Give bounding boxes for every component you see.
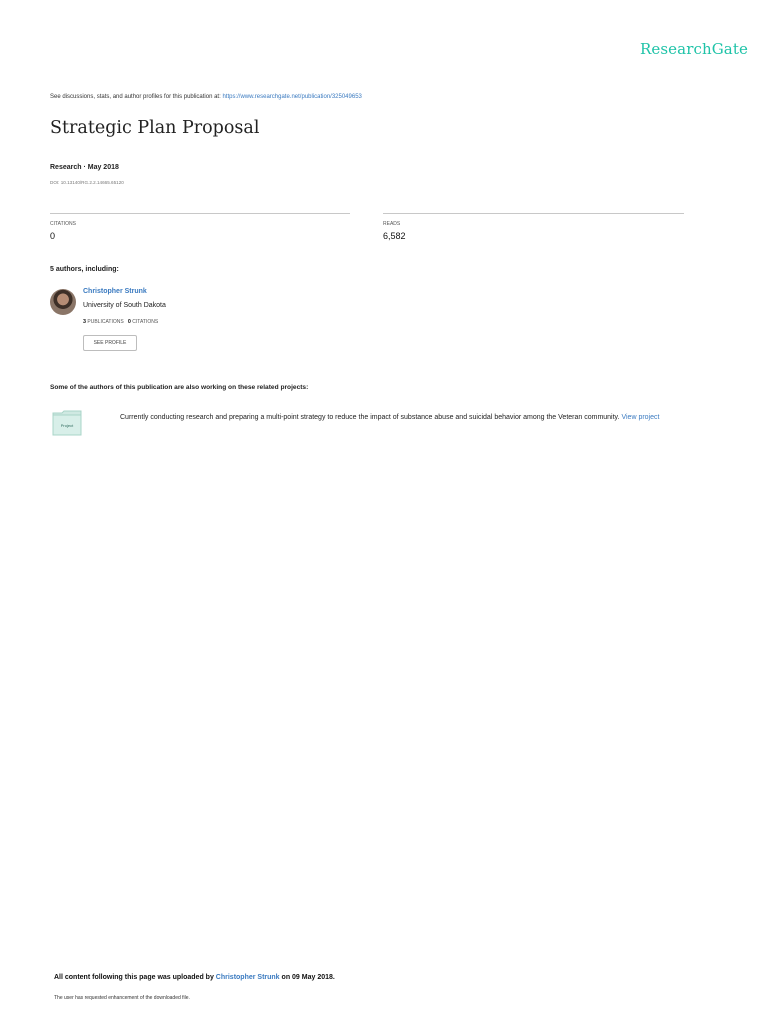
publication-type-date: Research · May 2018 <box>50 164 119 171</box>
view-project-link[interactable]: View project <box>621 414 660 421</box>
enhancement-note: The user has requested enhancement of the downloaded file. <box>54 995 190 1001</box>
publication-url-link[interactable]: https://www.researchgate.net/publication/325049653 <box>222 94 362 100</box>
project-icon-label: Project <box>60 423 74 428</box>
author-institution: University of South Dakota <box>83 302 166 309</box>
uploader-link[interactable]: Christopher Strunk <box>215 974 280 981</box>
researchgate-logo[interactable]: ResearchGate <box>640 40 748 58</box>
reads-value: 6,582 <box>383 231 406 241</box>
author-stats <box>83 319 158 325</box>
citations-divider <box>50 213 350 214</box>
citations-label: CITATIONS <box>50 221 76 227</box>
publication-doi: DOI: 10.13140/RG.2.2.14665.65120 <box>50 180 124 185</box>
uploaded-suffix: on 09 May 2018. <box>279 974 335 981</box>
project-folder-icon[interactable] <box>52 410 82 436</box>
discussion-prefix: See discussions, stats, and author profiles for this publication at: <box>50 94 223 100</box>
citations-value: 0 <box>50 231 56 241</box>
author-citations-label: CITATIONS <box>132 319 159 325</box>
uploaded-prefix: All content following this page was uploaded by <box>54 974 216 981</box>
reads-divider <box>383 213 684 214</box>
related-projects-heading: Some of the authors of this publication are also working on these related projects: <box>50 384 309 391</box>
discussion-line <box>50 94 362 100</box>
project-description-block <box>120 411 720 425</box>
folder-icon-svg <box>52 410 82 436</box>
author-name-link[interactable]: Christopher Strunk <box>83 288 147 295</box>
author-citations-count: 0 <box>127 319 131 325</box>
publication-title: Strategic Plan Proposal <box>50 118 260 138</box>
author-publications-count: 3 <box>83 319 86 325</box>
author-avatar[interactable] <box>50 289 76 315</box>
uploaded-by-line <box>54 974 335 981</box>
author-publications-label: PUBLICATIONS <box>87 319 124 325</box>
project-description: Currently conducting research and preparing a multi-point strategy to reduce the impact of substance abuse and suicidal behavior among the Veteran community. <box>120 414 620 421</box>
see-profile-button[interactable]: SEE PROFILE <box>83 335 137 351</box>
authors-heading: 5 authors, including: <box>50 266 119 273</box>
reads-label: READS <box>383 221 401 227</box>
